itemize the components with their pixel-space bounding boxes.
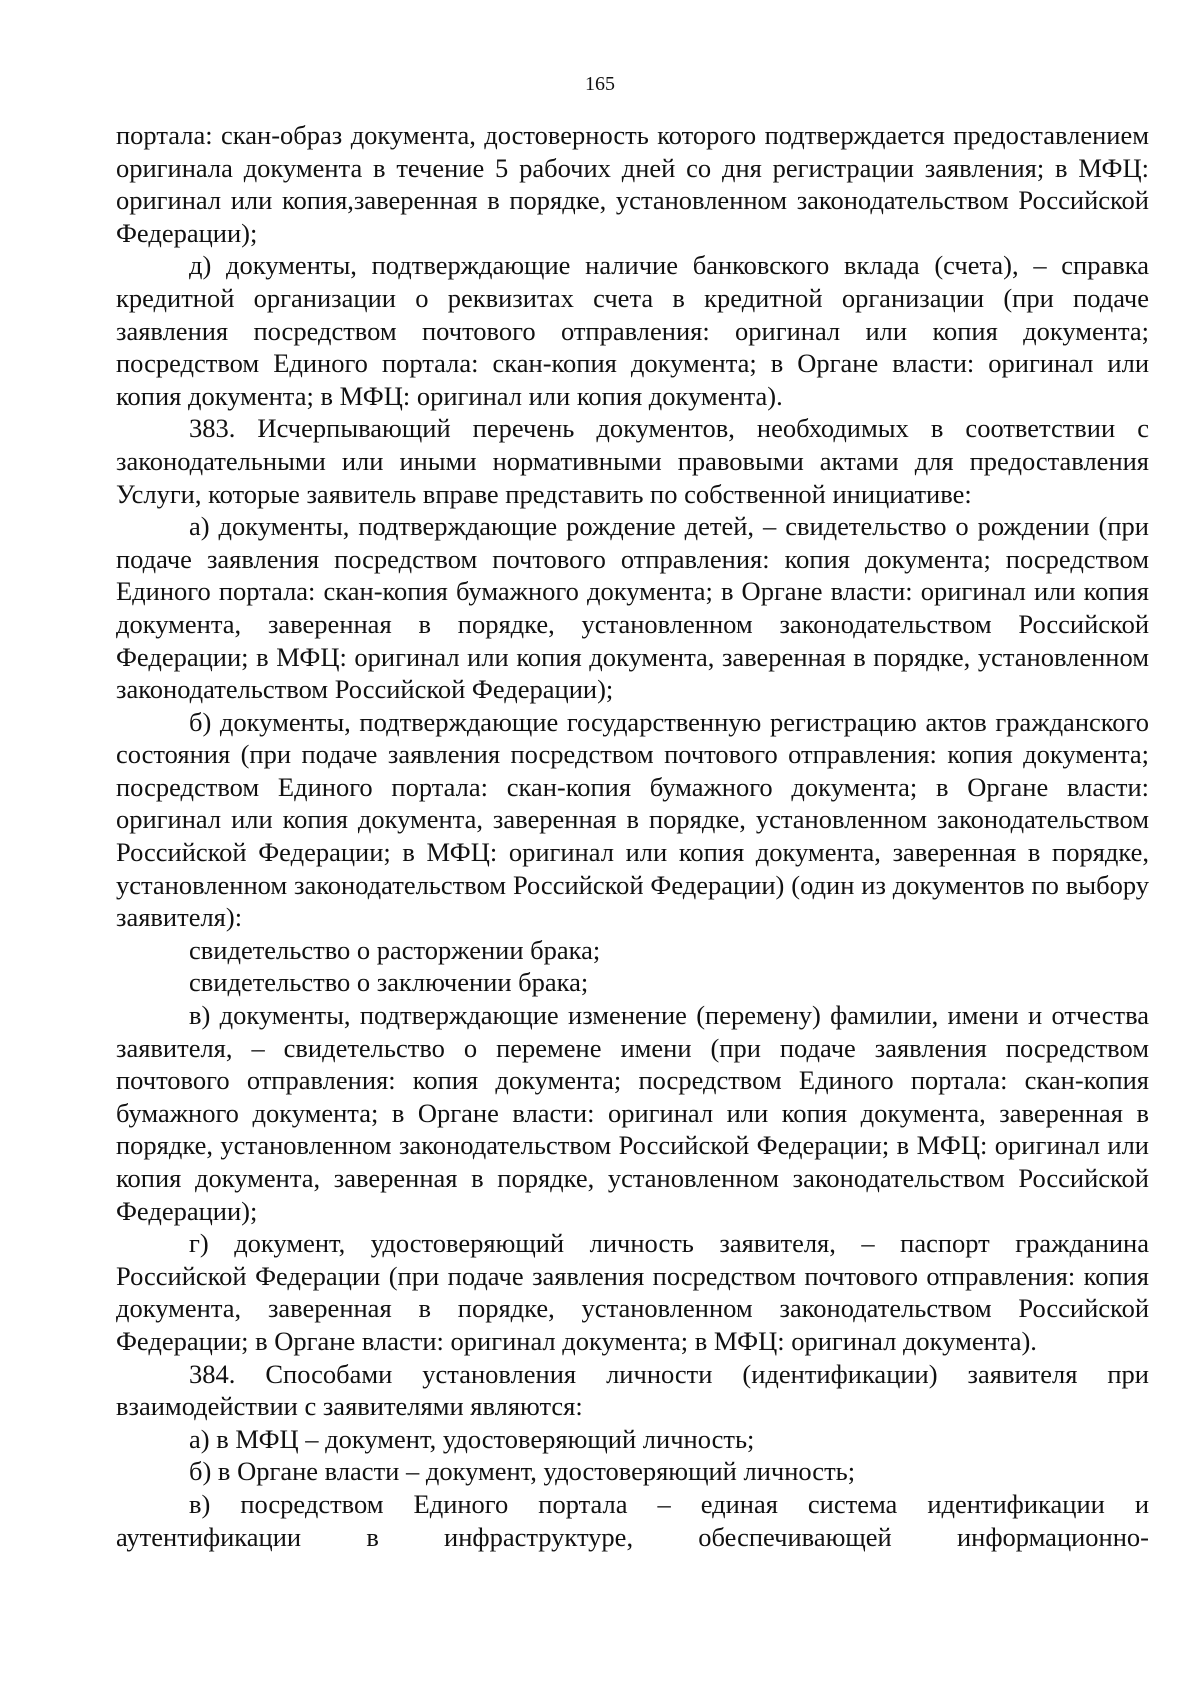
paragraph-item-v: в) документы, подтверждающие изменение (перемену) фамилии, имени и отчества заявителя, – свидетельство о перемене имени (при подаче заявления посредством почтового отправления: копия документа; посредством Единого портала: скан-копия бумажного документа; в Органе власти: оригинал или копия документа, заверенная в порядке, установленном законодательством Российской Федерации; в МФЦ: оригинал или копия документа, заверенная в порядке, установленном законодательством Российской Федерации); (116, 1000, 1149, 1226)
list-item-divorce-certificate: свидетельство о расторжении брака; (189, 934, 601, 965)
paragraph-item-g: г) документ, удостоверяющий личность заявителя, – паспорт гражданина Российской Федерации (при подаче заявления посредством почтового отправления: копия документа, заверенная в порядке, установленном законодательством Российской Федерации; в Органе власти: оригинал документа; в МФЦ: оригинал документа). (116, 1228, 1149, 1356)
paragraph-item-b: б) документы, подтверждающие государственную регистрацию актов гражданского состояния (при подаче заявления посредством почтового отправления: копия документа; посредством Единого портала: скан-копия бумажного документа; в Органе власти: оригинал или копия документа, заверенная в порядке, установленном законодательством Российской Федерации; в МФЦ: оригинал или копия документа, заверенная в порядке, установленном законодательством Российской Федерации) (один из документов по выбору заявителя): (116, 706, 1149, 933)
page-number: 165 (585, 73, 615, 95)
list-item-portal: в) посредством Единого портала – единая система идентификации и аутентификации в инфраструктуре, обеспечивающей информационно- (116, 1488, 1149, 1552)
document-body (116, 119, 1149, 1553)
list-item-mfc: а) в МФЦ – документ, удостоверяющий личность; (189, 1423, 755, 1454)
paragraph-383: 383. Исчерпывающий перечень документов, необходимых в соответствии с законодательными или иными нормативными правовыми актами для предоставления Услуги, которые заявитель вправе представить по собственной инициативе: (116, 413, 1149, 509)
paragraph-384: 384. Способами установления личности (идентификации) заявителя при взаимодействии с заявителями являются: (116, 1358, 1149, 1422)
list-item-marriage-certificate: свидетельство о заключении брака; (189, 967, 589, 998)
list-item-authority: б) в Органе власти – документ, удостоверяющий личность; (189, 1456, 856, 1487)
paragraph-item-a: а) документы, подтверждающие рождение детей, – свидетельство о рождении (при подаче заявления посредством почтового отправления: копия документа; посредством Единого портала: скан-копия бумажного документа; в Органе власти: оригинал или копия документа, заверенная в порядке, установленном законодательством Российской Федерации; в МФЦ: оригинал или копия документа, заверенная в порядке, установленном законодательством Российской Федерации); (116, 511, 1149, 705)
paragraph-continuation: портала: скан-образ документа, достоверность которого подтверждается предоставлением оригинала документа в течение 5 рабочих дней со дня регистрации заявления; в МФЦ: оригинал или копия,заверенная в порядке, установленном законодательством Российской Федерации); (116, 120, 1149, 248)
paragraph-item-d: д) документы, подтверждающие наличие банковского вклада (счета), – справка кредитной организации о реквизитах счета в кредитной организации (при подаче заявления посредством почтового отправления: оригинал или копия документа; посредством Единого портала: скан-копия документа; в Органе власти: оригинал или копия документа; в МФЦ: оригинал или копия документа). (116, 250, 1149, 411)
